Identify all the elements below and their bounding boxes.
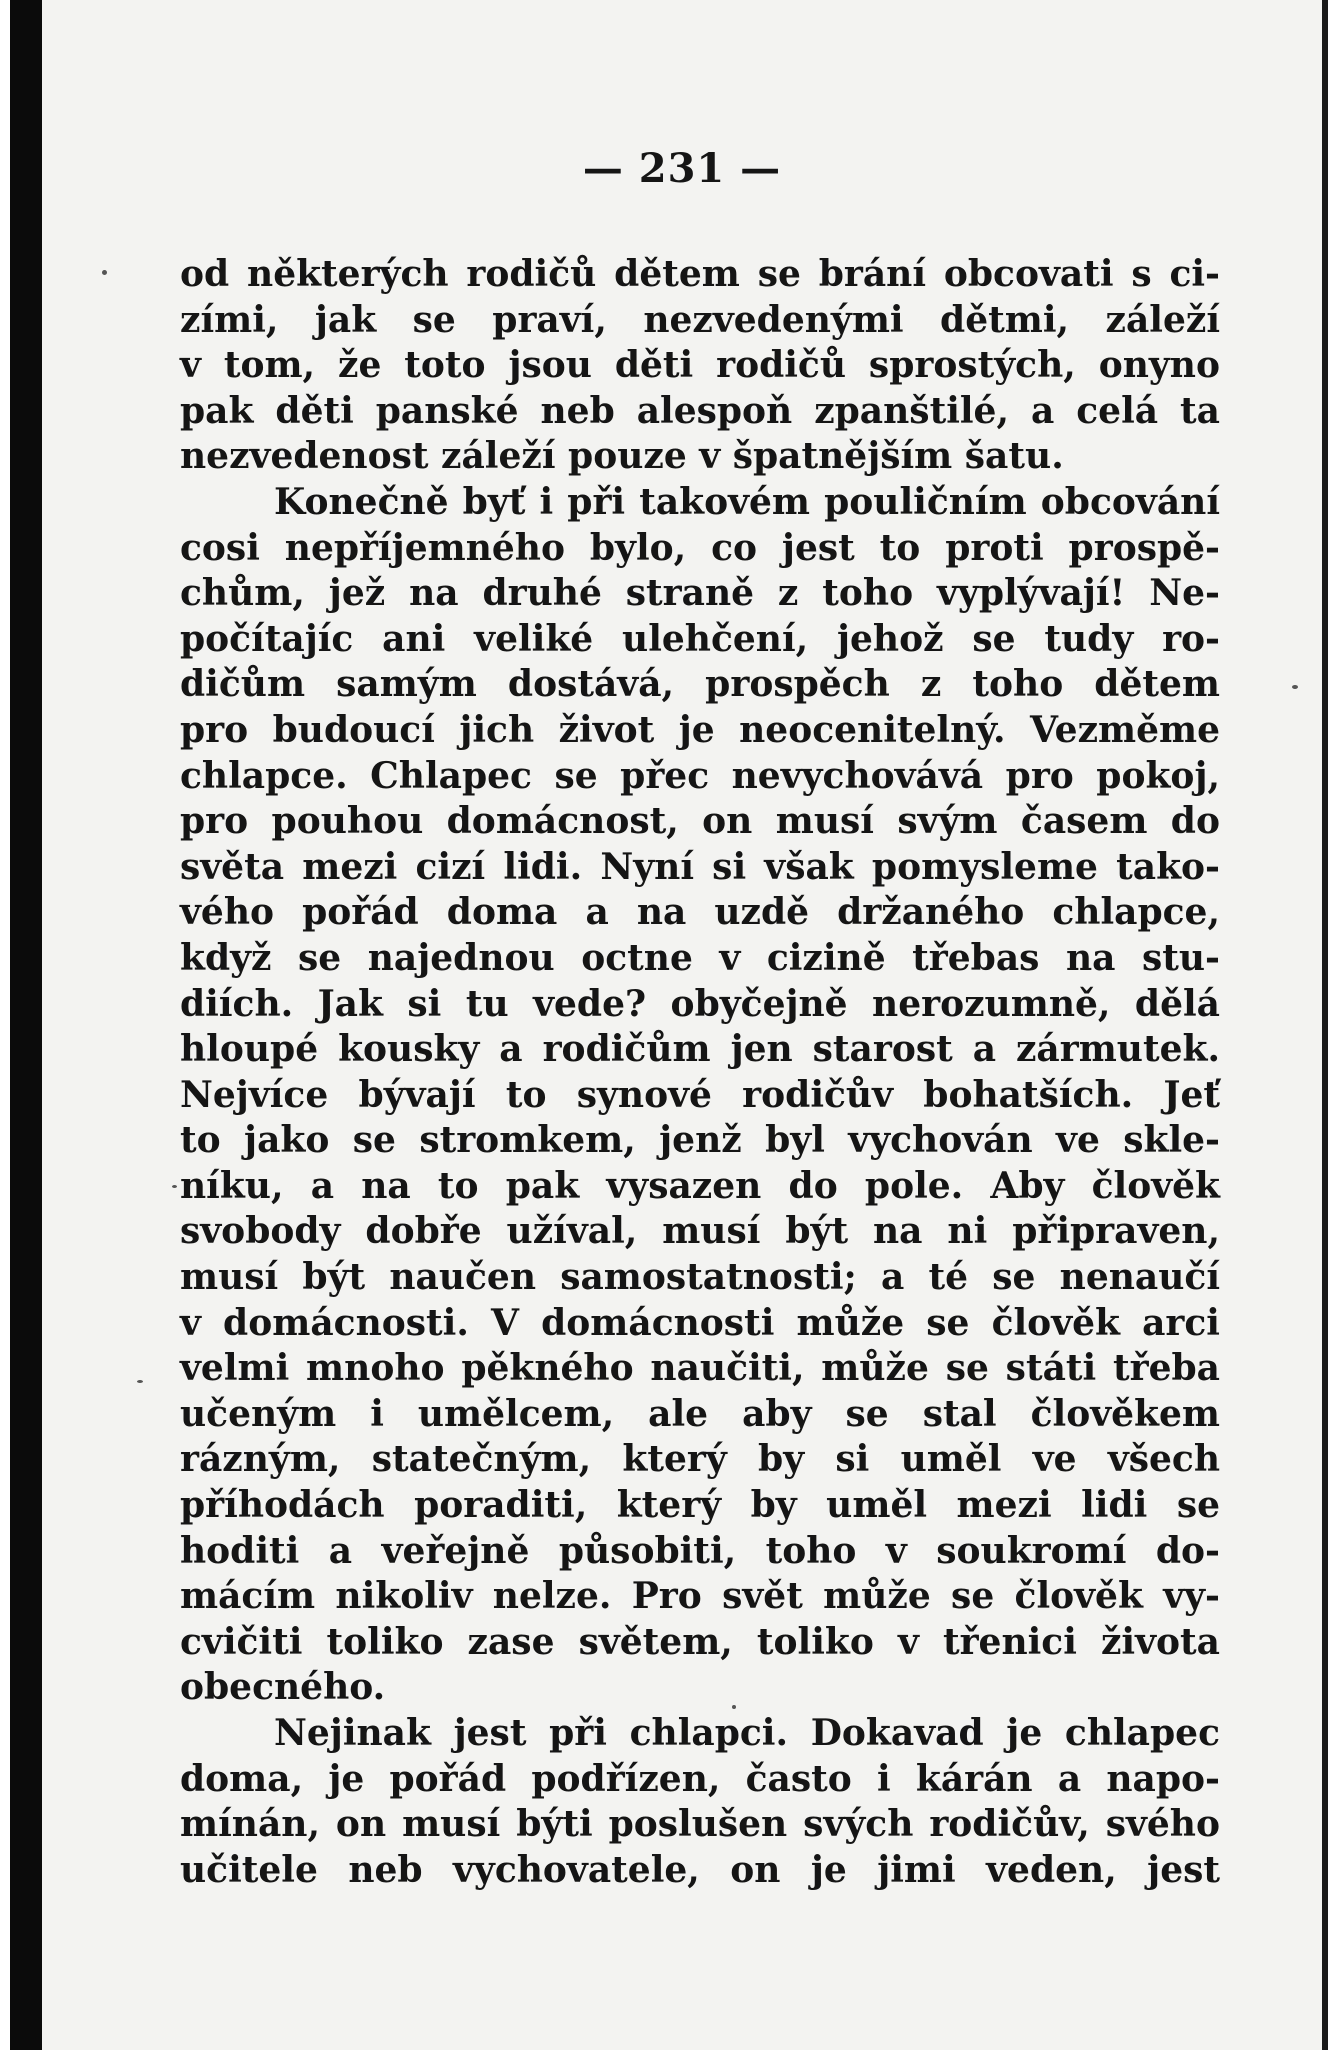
text-line: pak děti panské neb alespoň zpanštilé, a celá ta <box>180 389 1220 432</box>
text-line: velmi mnoho pěkného naučiti, může se státi třeba <box>180 1347 1220 1390</box>
book-page <box>10 0 1328 2050</box>
text-line: dičům samým dostává, prospěch z toho dětem <box>180 663 1220 706</box>
text-line: příhodách poraditi, který by uměl mezi lidi se <box>180 1484 1220 1527</box>
text-line: obecného. <box>180 1666 386 1709</box>
text-line: cosi nepříjemného bylo, co jest to proti prospě- <box>180 526 1220 569</box>
text-line: zími, jak se praví, nezvedenými dětmi, záleží <box>180 298 1220 341</box>
scan-speck <box>137 1380 143 1383</box>
text-line: rázným, statečným, který by si uměl ve všech <box>180 1438 1220 1481</box>
text-line: Nejvíce bývají to synové rodičův bohatších. Jeť <box>180 1073 1220 1116</box>
text-line: Konečně byť i při takovém pouličním obcování <box>274 480 1220 523</box>
text-line: nezvedenost záleží pouze v špatnějším šatu. <box>180 435 1064 478</box>
text-line: vého pořád doma a na uzdě držaného chlapce, <box>180 891 1220 934</box>
text-line: cvičiti toliko zase světem, toliko v třenici života <box>180 1620 1220 1663</box>
text-line: diích. Jak si tu vede? obyčejně nerozumně, dělá <box>180 982 1220 1025</box>
scan-speck <box>102 270 107 275</box>
scan-speck <box>1292 685 1298 689</box>
text-line: chům, jež na druhé straně z toho vyplývají! Ne- <box>180 572 1220 615</box>
text-line: učitele neb vychovatele, on je jimi veden, jest <box>180 1848 1220 1891</box>
text-line: v domácnosti. V domácnosti může se člověk arci <box>180 1301 1220 1344</box>
text-line: pro budoucí jich život je neocenitelný. Vezměme <box>180 708 1220 751</box>
scan-speck <box>732 1705 736 1709</box>
text-line: když se najednou octne v cizině třebas na stu- <box>180 936 1220 979</box>
text-line: Nejinak jest při chlapci. Dokavad je chlapec <box>274 1712 1220 1754</box>
text-line: mínán, on musí býti poslušen svých rodičův, svého <box>180 1803 1220 1846</box>
text-line: to jako se stromkem, jenž byl vychován ve skle- <box>180 1119 1220 1162</box>
text-line: učeným i umělcem, ale aby se stal člověkem <box>180 1392 1220 1435</box>
page-number: — 231 — <box>582 145 782 192</box>
scan-speck <box>172 1185 177 1188</box>
text-line: od některých rodičů dětem se brání obcovati s ci- <box>180 253 1220 295</box>
text-line: počítajíc ani veliké ulehčení, jehož se tudy ro- <box>180 617 1220 660</box>
text-line: svobody dobře užíval, musí být na ni připraven, <box>180 1210 1220 1253</box>
text-line: pro pouhou domácnost, on musí svým časem do <box>180 800 1220 843</box>
text-line: níku, a na to pak vysazen do pole. Aby člověk <box>180 1164 1220 1207</box>
text-line: musí být naučen samostatnosti; a té se nenaučí <box>180 1256 1220 1299</box>
text-line: mácím nikoliv nelze. Pro svět může se člověk vy- <box>180 1575 1220 1618</box>
body-text <box>180 252 1220 1893</box>
text-line: v tom, že toto jsou děti rodičů sprostých, onyno <box>180 344 1220 387</box>
text-line: hoditi a veřejně působiti, toho v soukromí do- <box>180 1529 1220 1572</box>
text-line: chlapce. Chlapec se přec nevychovává pro pokoj, <box>180 754 1220 797</box>
text-line: hloupé kousky a rodičům jen starost a zármutek. <box>180 1028 1220 1071</box>
text-line: doma, je pořád podřízen, často i kárán a napo- <box>180 1757 1220 1800</box>
text-line: světa mezi cizí lidi. Nyní si však pomysleme tako- <box>180 845 1220 888</box>
